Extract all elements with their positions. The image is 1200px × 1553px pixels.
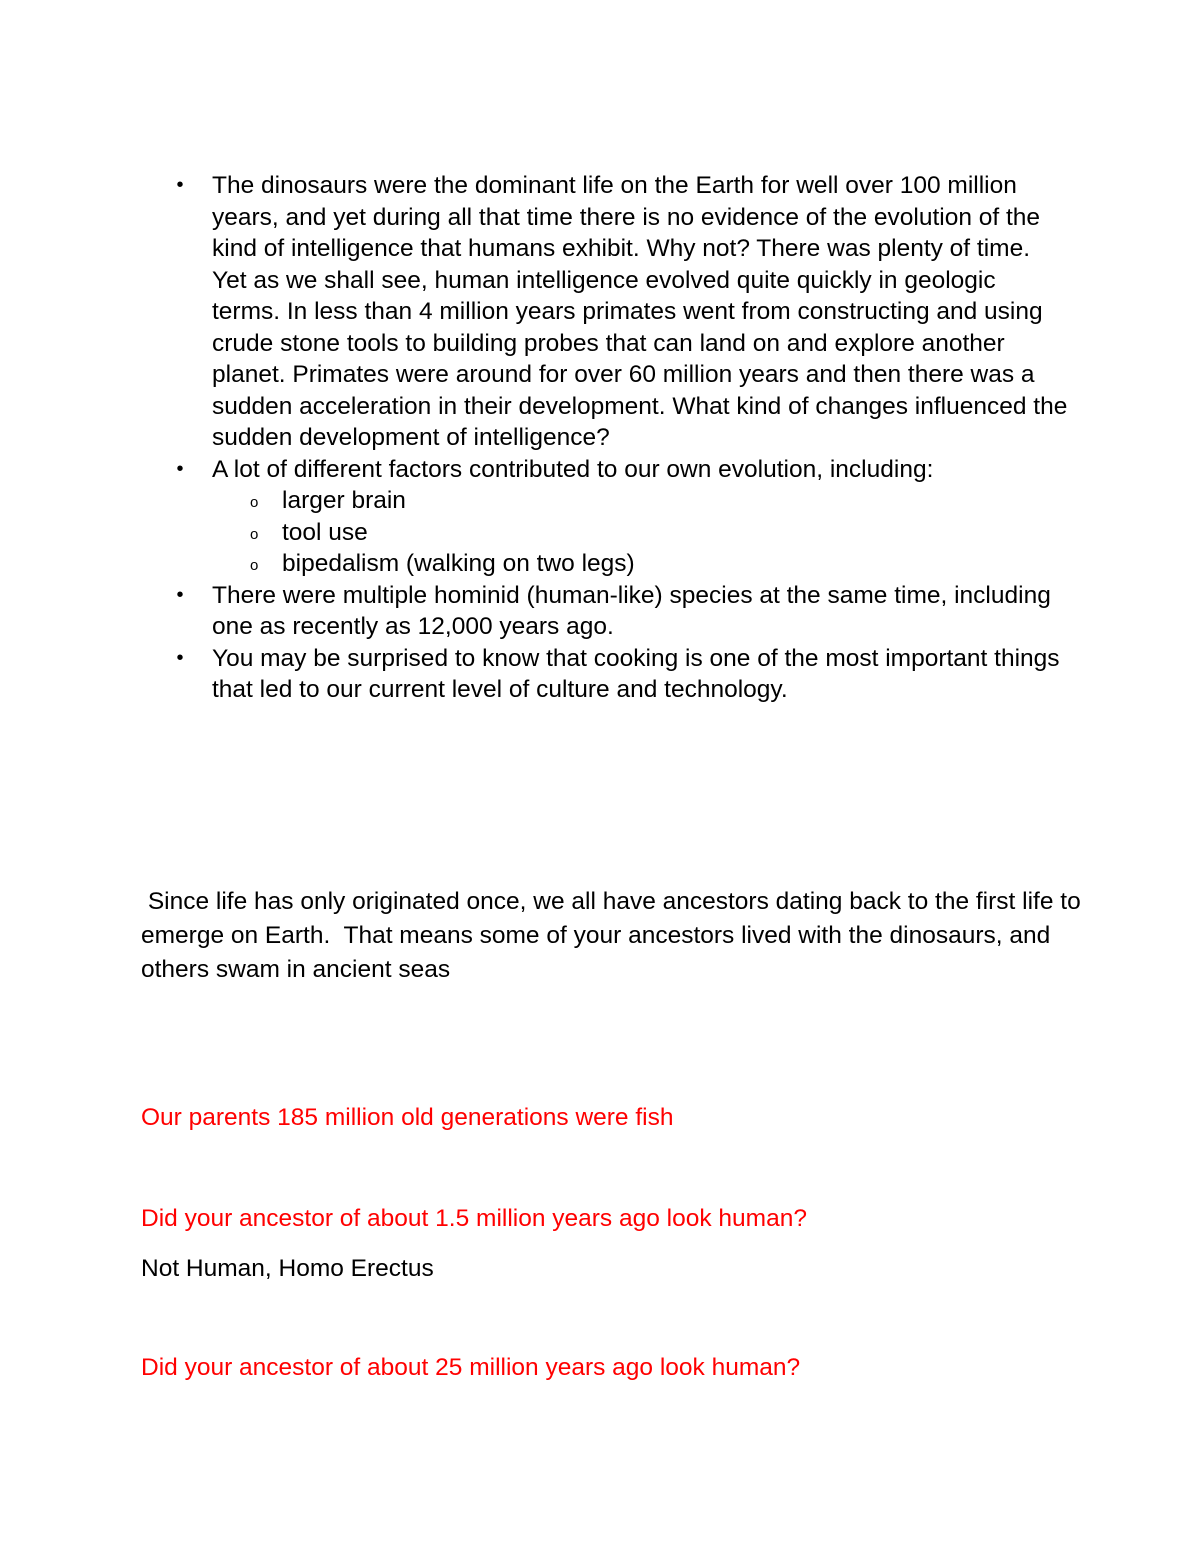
sub-bullet-marker: o xyxy=(250,494,259,511)
bullet-marker: • xyxy=(176,646,184,669)
bullet-item xyxy=(170,643,1070,706)
sub-bullet-text: tool use xyxy=(282,518,368,546)
bullet-marker: • xyxy=(176,583,184,606)
bullet-item xyxy=(170,580,1070,643)
sub-bullet-marker: o xyxy=(250,557,259,574)
bullet-text: You may be surprised to know that cooking is one of the most important things that led to our current level of culture and technology. xyxy=(212,644,1060,703)
bullet-text: A lot of different factors contributed to our own evolution, including: xyxy=(212,455,934,483)
bullet-text: The dinosaurs were the dominant life on the Earth for well over 100 million years, and yet during all that time there is no evidence of the evolution of the kind of intelligence that humans exhibit. Why not? There was plenty of time. Yet as we shall see, human intelligence evolved quite quickly in geologic terms. In less than 4 million years primates went from constructing and using crude stone tools to building probes that can land on and explore another planet. Primates were around for over 60 million years and then there was a sudden acceleration in their development. What kind of changes influenced the sudden development of intelligence? xyxy=(212,172,1068,451)
bullet-marker: • xyxy=(176,457,184,480)
bullet-item xyxy=(170,170,1070,454)
bullet-text: There were multiple hominid (human-like) species at the same time, including one as recently as 12,000 years ago. xyxy=(212,581,1051,640)
question-1-5-million: Did your ancestor of about 1.5 million years ago look human? xyxy=(141,1205,807,1232)
sub-bullet-item xyxy=(212,517,1070,549)
bullet-marker: • xyxy=(176,174,184,196)
sub-bullet-item xyxy=(212,485,1070,517)
sub-bullet-text: larger brain xyxy=(282,487,406,514)
ancestors-paragraph: Since life has only originated once, we all have ancestors dating back to the first life to emerge on Earth. That means some of your ancestors lived with the dinosaurs, and others swam in ancient seas xyxy=(141,888,1088,983)
sub-bullet-text: bipedalism (walking on two legs) xyxy=(282,550,635,577)
answer-1-5-million: Not Human, Homo Erectus xyxy=(141,1255,434,1282)
sub-bullet-item xyxy=(212,548,1070,580)
bullet-list xyxy=(170,170,1070,706)
bullet-item xyxy=(170,454,1070,580)
question-25-million: Did your ancestor of about 25 million years ago look human? xyxy=(141,1354,801,1381)
sub-bullet-marker: o xyxy=(250,525,259,543)
fish-statement: Our parents 185 million old generations were fish xyxy=(141,1104,674,1131)
sub-bullet-list xyxy=(212,485,1070,580)
